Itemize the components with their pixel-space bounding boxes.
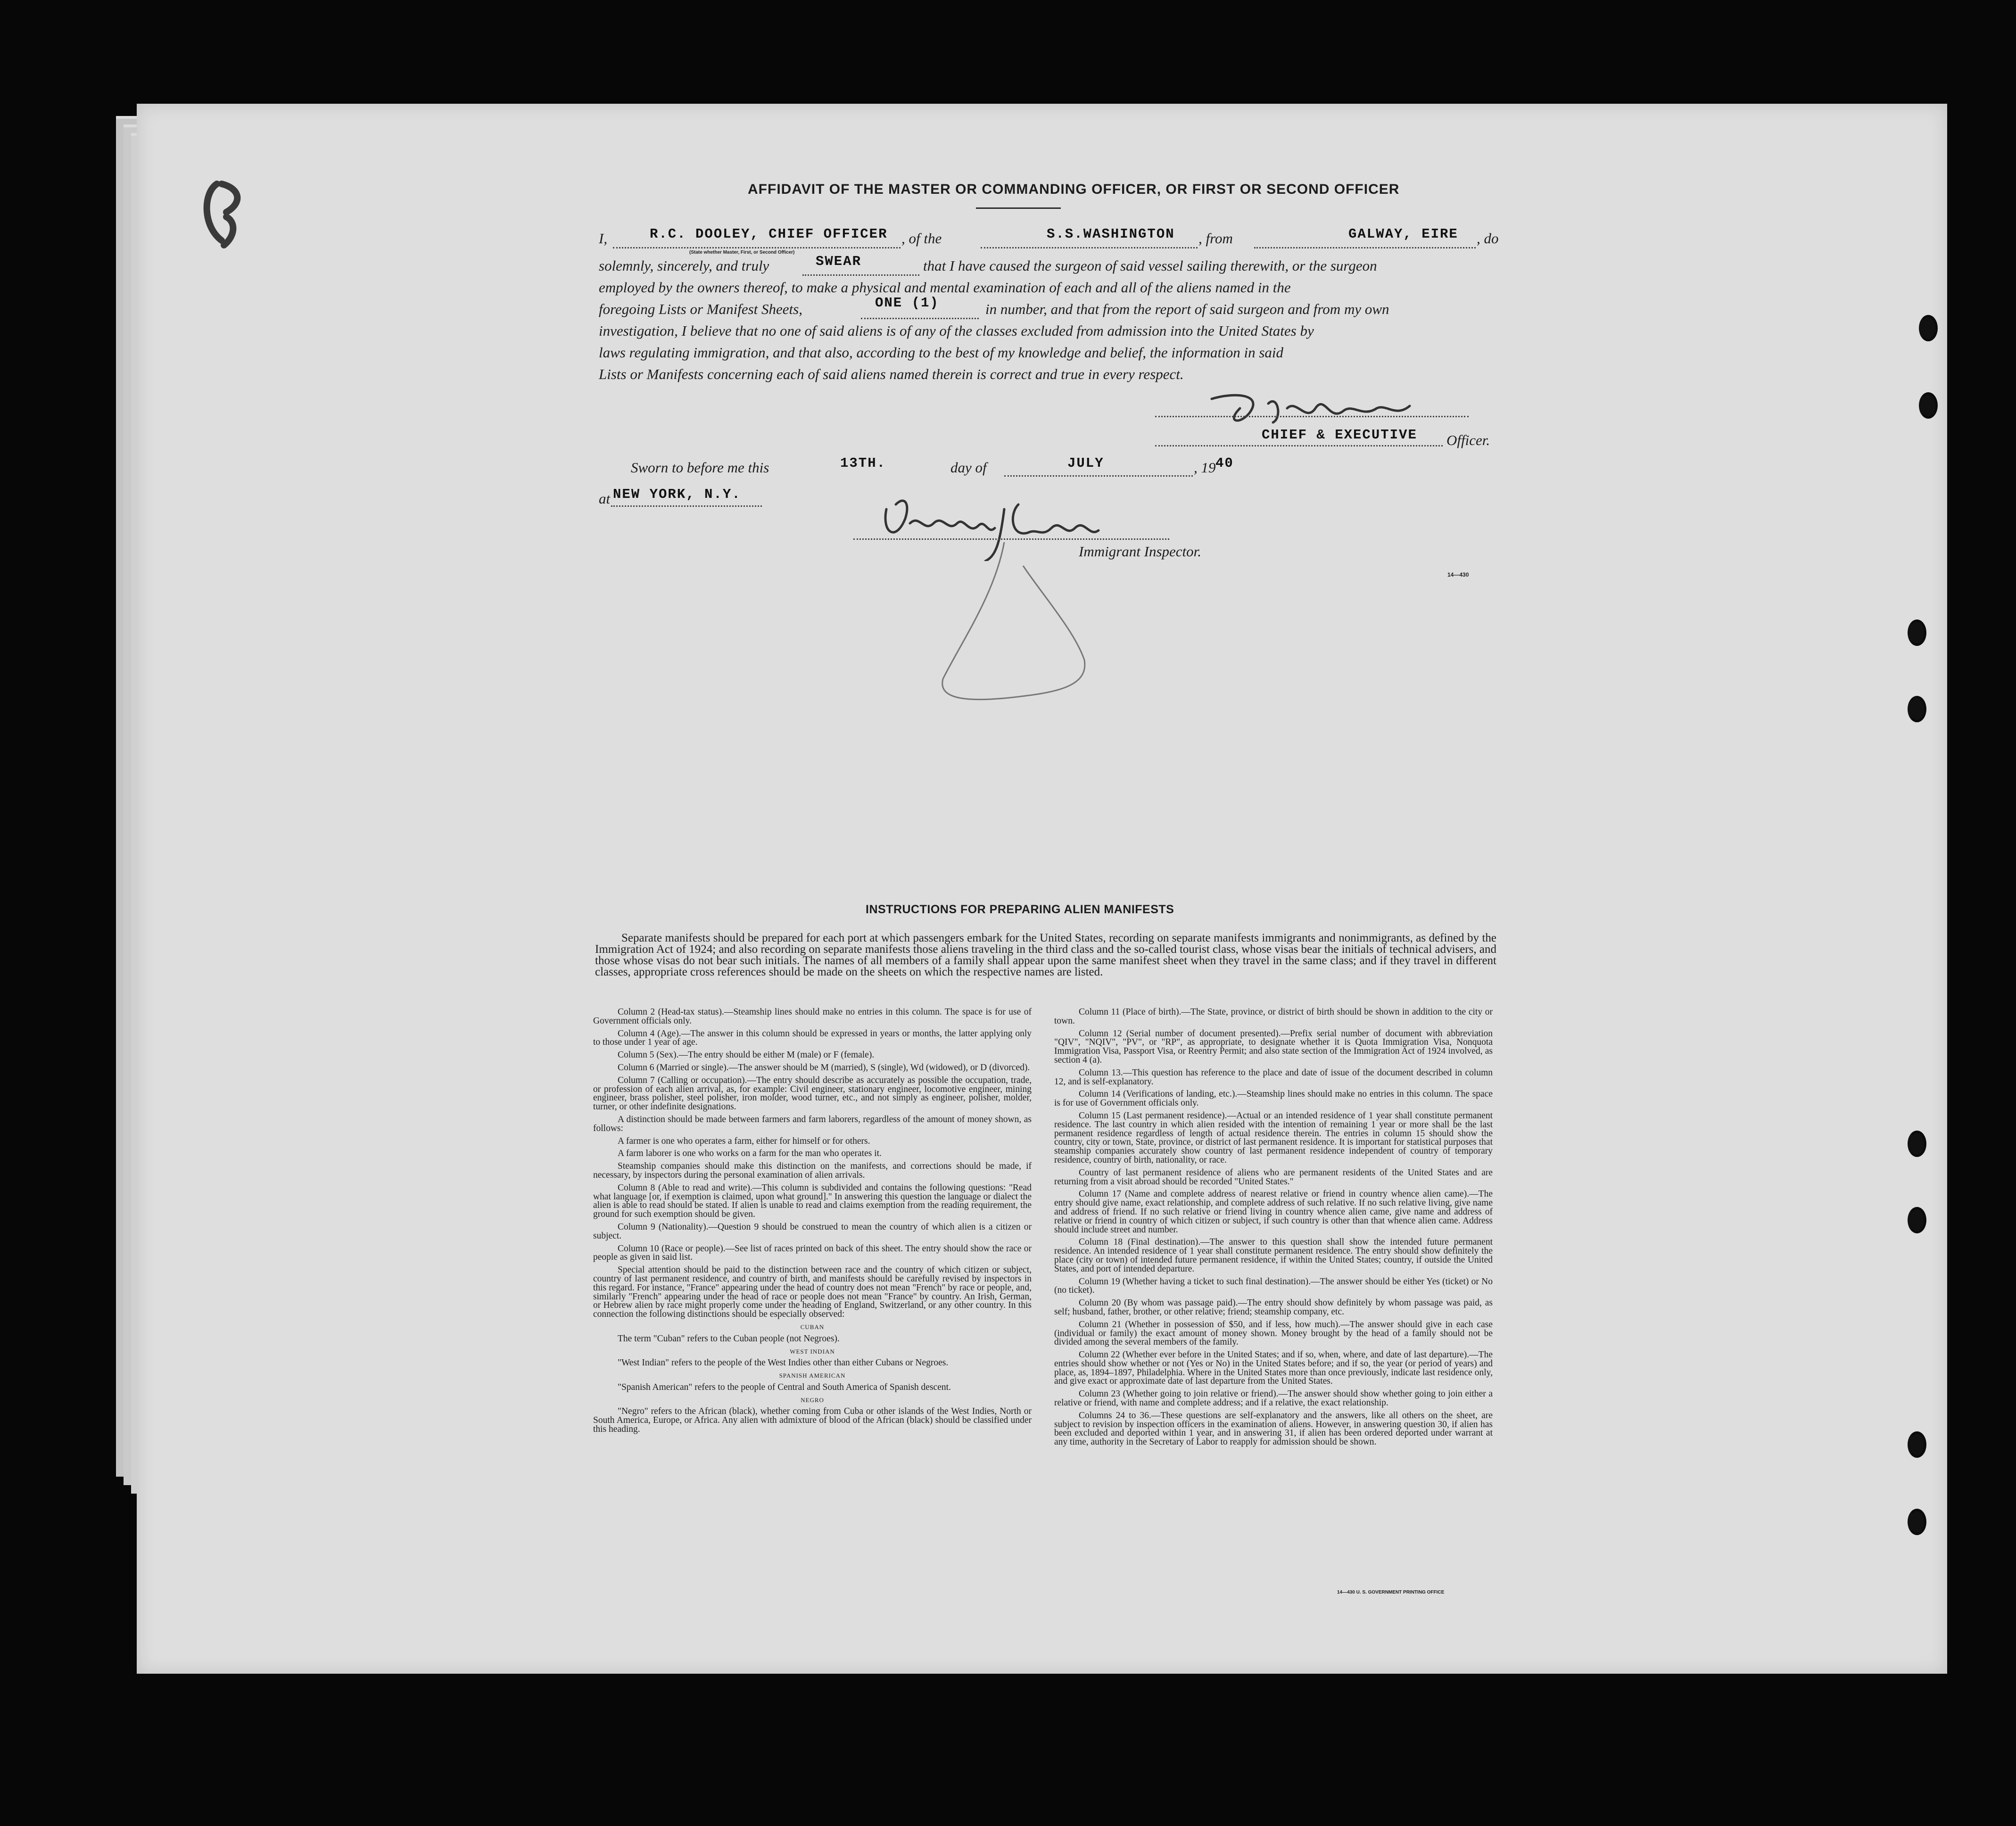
instruction-paragraph: Column 9 (Nationality).—Question 9 should be construed to mean the country of which alien is a citizen or subject.: [593, 1222, 1032, 1241]
negro-definition: "Negro" refers to the African (black), whether coming from Cuba or other islands of the West Indies, North or South America, Europe, or Africa. Any alien with admixture of blood of the African (black) should be classified under this heading.: [593, 1406, 1032, 1435]
affidavit-line4-start: foregoing Lists or Manifest Sheets,: [599, 301, 802, 317]
affidavit-line2-start: solemnly, sincerely, and truly: [599, 257, 769, 274]
oath-type: SWEAR: [816, 254, 862, 269]
instruction-paragraph: Column 2 (Head-tax status).—Steamship lines should make no entries in this column. The space is for use of Government officials only.: [593, 1007, 1032, 1026]
day-of-label: day of: [950, 459, 987, 476]
instruction-paragraph: Column 8 (Able to read and write).—This column is subdivided and contains the following questions: "Read what language [or, if exemption is claimed, upon what ground]." In answering this question the language or dialect the alien is able to read should be stated. If alien is unable to read and claims exemption from the reading requirement, the ground for such exemption should be given.: [593, 1182, 1032, 1220]
spanish-american-definition: "Spanish American" refers to the people of Central and South America of Spanish descent.: [618, 1382, 951, 1392]
oath-line: [802, 274, 919, 276]
sworn-day: 13TH.: [840, 455, 886, 471]
instruction-paragraph: Column 19 (Whether having a ticket to such final destination).—The answer should be either Yes (ticket) or No (no ticket).: [1054, 1276, 1493, 1296]
instruction-paragraph: Column 14 (Verifications of landing, etc.).—Steamship lines should make no entries in this column. The space is for use of Government officials only.: [1054, 1089, 1493, 1108]
instruction-paragraph: Column 10 (Race or people).—See list of races printed on back of this sheet. The entry should show the race or people as given in said list.: [593, 1243, 1032, 1263]
do-label: , do: [1477, 230, 1499, 247]
binder-hole-icon: [1908, 1207, 1926, 1233]
officer-suffix: Officer.: [1446, 432, 1490, 448]
instruction-paragraph: Column 22 (Whether ever before in the United States; and if so, when, where, and date of last departure).—The entries should show whether or not (Yes or No) in the United States before; and if so, the year (or period of years) and place, as, 1894–1897, Philadelphia. Where in the United States more than once previously, indicate last residence only, and give exact or approximate date of last departure from the United States.: [1054, 1350, 1493, 1387]
sworn-month: JULY: [1067, 455, 1104, 471]
affidavit-line4-end: in number, and that from the report of said surgeon and from my own: [985, 301, 1389, 317]
instruction-paragraph: Column 11 (Place of birth).—The State, province, or district of birth should be shown in addition to the city or town.: [1054, 1007, 1493, 1026]
from-label: , from: [1198, 230, 1233, 247]
port-line: [1254, 247, 1476, 248]
instruction-paragraph: Column 6 (Married or single).—The answer should be M (married), S (single), Wd (widowed), or D (divorced).: [618, 1062, 1030, 1073]
inspector-label: Immigrant Inspector.: [1079, 543, 1202, 560]
west-indian-heading: WEST INDIAN: [790, 1347, 835, 1355]
affidavit-line1-prefix: I,: [599, 230, 608, 247]
binder-hole-icon: [1908, 696, 1926, 722]
margin-mark-icon: [198, 174, 259, 250]
ink-loop-mark-icon: [934, 537, 1103, 712]
instruction-paragraph: Special attention should be paid to the distinction between race and the country of which citizen or subject, country of last permanent residence, and country of birth, and manifests should be carefully revised by inspectors in this regard. For instance, "France" appearing under the head of country does not mean "French" by race or people, and, similarly "French" appearing under the head of race or people does not mean "France" by country. An Irish, German, or Hebrew alien by race might properly come under the heading of England, Switzerland, or any other country. In this connection the following distinctions should be especially observed:: [593, 1265, 1032, 1320]
instructions-left-column: [593, 1008, 1032, 1438]
sworn-year-prefix: , 19: [1194, 459, 1216, 476]
officer-name-line: [613, 247, 901, 248]
instruction-paragraph: Column 20 (By whom was passage paid).—The entry should show definitely by whom passage was paid, as self; husband, father, brother, or other relative; friend; steamship company, etc.: [1054, 1298, 1493, 1317]
instruction-paragraph: Column 21 (Whether in possession of $50, and if less, how much).—The answer should give in each case (individual or family) the exact amount of money shown. Money brought by the head of a family should not be divided among the several members of the family.: [1054, 1319, 1493, 1347]
vessel-line: [981, 247, 1198, 248]
cuban-definition: The term "Cuban" refers to the Cuban people (not Negroes).: [618, 1333, 840, 1344]
binder-hole-icon: [1908, 1509, 1926, 1535]
inspector-signature-line: [853, 538, 1169, 540]
place-value: NEW YORK, N.Y.: [613, 487, 741, 502]
officer-signature-line: [1155, 416, 1469, 417]
instruction-paragraph: Column 12 (Serial number of document presented).—Prefix serial number of document with abbreviation "QIV", "NQIV", "PV", or "RP", as appropriate, to designate whether it is Quota Immigration Visa, Nonquota Immigration Visa, Passport Visa, or Reentry Permit; and also state section of the Immigration Act of 1924 involved, as section 4 (a).: [1054, 1028, 1493, 1065]
instruction-paragraph: Columns 24 to 36.—These questions are self-explanatory and the answers, like all others on the sheet, are subject to revision by inspection officers in the examination of aliens. However, in answering question 30, if alien has been excluded and deported within 1 year, and in answering 31, if alien has been ordered deported under warrant at any time, authority in the Secretary of Labor to reapply for admission should be shown.: [1054, 1410, 1493, 1447]
instructions-right-column: [1054, 1008, 1493, 1451]
officer-signature-icon: [1207, 389, 1433, 432]
instruction-paragraph: Column 7 (Calling or occupation).—The entry should describe as accurately as possible the occupation, trade, or profession of each alien arrival, as, for example: Civil engineer, stationary engineer, locomotive engineer, mining engineer, brass polisher, steel polisher, iron molder, wood turner, etc., and not simply as engineer, polisher, molder, turner, or other indefinite designations.: [593, 1075, 1032, 1112]
affidavit-line5: investigation, I believe that no one of said aliens is of any of the classes excluded from admission into the United States by: [599, 322, 1314, 339]
sworn-month-line: [1004, 475, 1193, 477]
instruction-paragraph: A farm laborer is one who works on a farm for the man who operates it.: [618, 1148, 882, 1159]
binder-hole-icon: [1908, 620, 1926, 646]
sworn-year: 40: [1215, 455, 1234, 471]
instruction-paragraph: Steamship companies should make this distinction on the manifests, and corrections should be made, if necessary, by inspectors during the personal examination of alien arrivals.: [593, 1161, 1032, 1180]
instruction-paragraph: Column 5 (Sex).—The entry should be either M (male) or F (female).: [618, 1050, 875, 1060]
instructions-intro: Separate manifests should be prepared for each port at which passengers embark for the United States, recording on separate manifests immigrants and nonimmigrants, as defined by the Immigration Act of 1924; and also recording on separate manifests those aliens traveling in the third class and the so-called tourist class, whose visas bear the initials of technical advisers, and those whose visas do not bear such initials. The names of all members of a family shall appear upon the same manifest sheet when they travel in the same class; and if they travel in different classes, appropriate cross references should be made on the sheets on which the respective names are listed.: [595, 932, 1496, 978]
officer-rank-note: (State whether Master, First, or Second Officer): [689, 250, 795, 255]
affidavit-line2-end: that I have caused the surgeon of said vessel sailing therewith, or the surgeon: [923, 257, 1377, 274]
instruction-paragraph: Column 15 (Last permanent residence).—Actual or an intended residence of 1 year shall constitute permanent residence. The last country in which alien resided with the intention of remaining 1 year or more shall be the last permanent residence regardless of length of actual residence therein. The entries in column 15 should show the country, city or town, State, province, or district of last permanent residence. It is important for statistical purposes that steamship companies accurately show country of last permanent residence independent of country of temporary residence, country of birth, nationality, or race.: [1054, 1110, 1493, 1165]
place-line: [611, 505, 762, 507]
sheet-count: ONE (1): [875, 295, 939, 311]
instruction-paragraph: Column 13.—This question has reference to the place and date of issue of the document described in column 12, and is self-explanatory.: [1054, 1067, 1493, 1087]
affidavit-line6: laws regulating immigration, and that also, according to the best of my knowledge and belief, the information in said: [599, 344, 1284, 361]
instruction-paragraph: A distinction should be made between farmers and farm laborers, regardless of the amount of money shown, as follows:: [593, 1114, 1032, 1133]
title-rule: [976, 207, 1061, 209]
negro-heading: NEGRO: [801, 1396, 824, 1404]
binder-hole-icon: [1919, 392, 1938, 419]
of-the-label: , of the: [901, 230, 942, 247]
officer-name: R.C. DOOLEY, CHIEF OFFICER: [650, 226, 888, 242]
vessel-name: S.S.WASHINGTON: [1047, 226, 1175, 242]
sworn-label: Sworn to before me this: [631, 459, 769, 476]
departure-port: GALWAY, EIRE: [1348, 226, 1458, 242]
west-indian-definition: "West Indian" refers to the people of the West Indies other than either Cubans or Negroes.: [618, 1358, 949, 1368]
form-number: 14—430: [1447, 571, 1469, 578]
instruction-paragraph: Column 4 (Age).—The answer in this column should be expressed in years or months, the latter applying only to those under 1 year of age.: [593, 1028, 1032, 1048]
binder-hole-icon: [1908, 1431, 1926, 1458]
affidavit-line7: Lists or Manifests concerning each of said aliens named therein is correct and true in every respect.: [599, 366, 1184, 382]
spanish-american-heading: SPANISH AMERICAN: [779, 1372, 846, 1380]
officer-title: CHIEF & EXECUTIVE: [1262, 427, 1417, 443]
affidavit-line3: employed by the owners thereof, to make a physical and mental examination of each and all of the aliens named in the: [599, 279, 1291, 296]
binder-hole-icon: [1919, 315, 1938, 341]
instruction-paragraph: Column 17 (Name and complete address of nearest relative or friend in country whence alien came).—The entry should give name, exact relationship, and complete address of such relative. If no such relative living, give name and address of friend. If no such relative or friend living in country whence alien came, give name and address of relative or friend in country of which citizen or subject, if such country is other than that whence alien came. Address should include street and number.: [1054, 1189, 1493, 1235]
officer-title-line: [1155, 445, 1443, 446]
affidavit-title: AFFIDAVIT OF THE MASTER OR COMMANDING OFFICER, OR FIRST OR SECOND OFFICER: [748, 182, 1400, 197]
cuban-heading: CUBAN: [800, 1323, 825, 1330]
instruction-paragraph: A farmer is one who operates a farm, either for himself or for others.: [618, 1136, 870, 1146]
instructions-title: INSTRUCTIONS FOR PREPARING ALIEN MANIFESTS: [866, 903, 1174, 916]
instruction-paragraph: Country of last permanent residence of aliens who are permanent residents of the United States and are returning from a visit abroad should be recorded "United States.": [1054, 1167, 1493, 1187]
instruction-paragraph: Column 23 (Whether going to join relative or friend).—The answer should show whether going to join either a relative or friend, with name and complete address; and if a relative, the exact relationship.: [1054, 1389, 1493, 1408]
place-label: at: [599, 490, 611, 507]
instruction-paragraph: Column 18 (Final destination).—The answer to this question shall show the intended future permanent residence. An intended residence of 1 year shall constitute permanent residence. The entry should show definitely the place (city or town) of intended future permanent residence, if within the United States; country, if outside the United States, and port of intended departure.: [1054, 1237, 1493, 1274]
printing-office-footer: 14—430 U. S. GOVERNMENT PRINTING OFFICE: [1337, 1590, 1445, 1595]
binder-hole-icon: [1908, 1131, 1926, 1157]
sheet-count-line: [861, 318, 979, 319]
